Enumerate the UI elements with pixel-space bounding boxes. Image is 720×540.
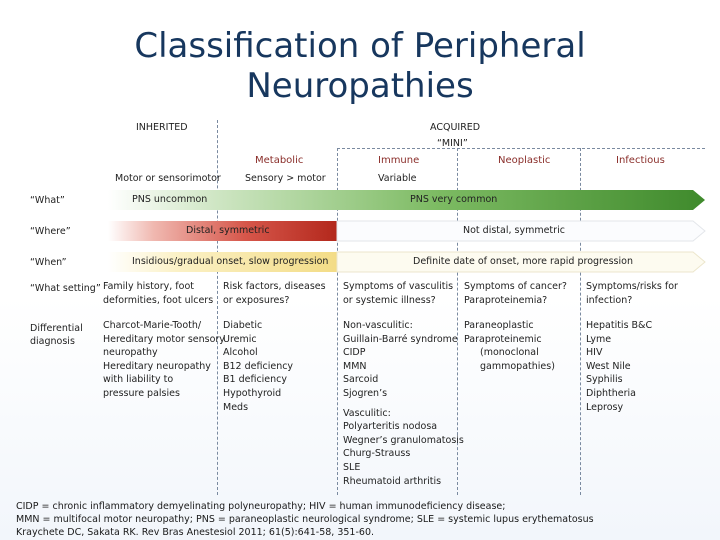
footnote-citation: Kraychete DC, Sakata RK. Rev Bras Anestesiol 2011; 61(5):641-58, 351-60. bbox=[16, 527, 375, 538]
setting-immune: Symptoms of vasculitis or systemic illness? bbox=[343, 281, 454, 306]
list-item: Hepatitis B&C bbox=[586, 320, 653, 331]
list-item: Sarcoid bbox=[343, 374, 379, 386]
diff-neoplastic-list bbox=[464, 319, 555, 373]
diff-infectious-list bbox=[586, 319, 652, 414]
list-item: Non-vasculitic: bbox=[343, 320, 413, 331]
page-title bbox=[0, 26, 720, 106]
list-item: Syphilis bbox=[586, 374, 623, 386]
row-label-when: “When” bbox=[30, 257, 67, 268]
header-inherited: INHERITED bbox=[136, 122, 188, 133]
what-arrow-row bbox=[108, 190, 705, 210]
what-uncommon-label: PNS uncommon bbox=[132, 194, 208, 205]
list-item: Vasculitic: bbox=[343, 407, 391, 419]
label-motor-sensory: Motor or sensorimotor bbox=[115, 173, 221, 184]
when-definite-label: Definite date of onset, more rapid progression bbox=[413, 256, 633, 267]
header-metabolic: Metabolic bbox=[255, 155, 304, 166]
list-item: (monoclonal bbox=[480, 347, 539, 359]
where-not-distal-label: Not distal, symmetric bbox=[463, 225, 565, 236]
list-item: Guillain-Barré syndrome bbox=[343, 333, 458, 345]
setting-infectious: Symptoms/risks for infection? bbox=[586, 281, 678, 306]
list-item: Hereditary neuropathy bbox=[103, 360, 211, 372]
what-very-common-label: PNS very common bbox=[410, 194, 498, 205]
setting-inherited: Family history, foot deformities, foot ulcers bbox=[103, 281, 214, 306]
list-item: Hereditary motor sensory bbox=[103, 333, 225, 345]
setting-neoplastic: Symptoms of cancer? Paraproteinemia? bbox=[464, 281, 567, 306]
list-item: MMN bbox=[343, 360, 367, 372]
list-item: West Nile bbox=[586, 360, 631, 372]
when-arrow-row bbox=[108, 252, 705, 272]
list-item: HIV bbox=[586, 347, 603, 359]
list-item: Paraneoplastic bbox=[464, 320, 534, 331]
list-item: Hypothyroid bbox=[223, 387, 282, 399]
list-item: Paraproteinemic bbox=[464, 333, 542, 345]
list-item: Polyarteritis nodosa bbox=[343, 421, 438, 433]
list-item: CIDP bbox=[343, 347, 366, 359]
divider-mini bbox=[337, 148, 705, 149]
where-distal-label: Distal, symmetric bbox=[186, 225, 270, 236]
list-item: pressure palsies bbox=[103, 387, 180, 399]
title-text bbox=[0, 26, 720, 106]
label-sensory-motor: Sensory > motor bbox=[245, 173, 326, 184]
list-item: with liability to bbox=[103, 374, 174, 386]
row-label-differential: Differential diagnosis bbox=[30, 323, 83, 347]
list-item: SLE bbox=[343, 461, 361, 473]
footnote-line-1: CIDP = chronic inflammatory demyelinating polyneuropathy; HIV = human immunodeficiency disease; bbox=[16, 501, 506, 512]
header-mini: “MINI” bbox=[437, 138, 468, 149]
list-item: Alcohol bbox=[223, 347, 258, 359]
row-label-what-setting: “What setting” bbox=[30, 283, 101, 294]
title-line-2: Neuropathies bbox=[246, 66, 474, 106]
list-item: gammopathies) bbox=[480, 360, 555, 372]
header-immune: Immune bbox=[378, 155, 420, 166]
row-label-what: “What” bbox=[30, 195, 65, 206]
list-item: Wegner’s granulomatosis bbox=[343, 434, 464, 446]
setting-metabolic: Risk factors, diseases or exposures? bbox=[223, 281, 326, 306]
header-infectious: Infectious bbox=[616, 155, 665, 166]
list-item: Rheumatoid arthritis bbox=[343, 475, 442, 487]
list-item: Charcot-Marie-Tooth/ bbox=[103, 320, 202, 331]
list-item: neuropathy bbox=[103, 347, 158, 359]
header-acquired: ACQUIRED bbox=[430, 122, 481, 133]
diff-inherited-list bbox=[103, 319, 225, 401]
list-item: Diabetic bbox=[223, 320, 263, 331]
list-item: Uremic bbox=[223, 333, 257, 345]
list-item: Meds bbox=[223, 401, 249, 413]
header-neoplastic: Neoplastic bbox=[498, 155, 551, 166]
footnote-line-2: MMN = multifocal motor neuropathy; PNS = paraneoplastic neurological syndrome; SLE = systemic lupus erythematosus bbox=[16, 514, 594, 525]
diff-immune-list bbox=[343, 319, 464, 488]
diff-metabolic-list bbox=[223, 319, 293, 414]
label-variable: Variable bbox=[378, 173, 417, 184]
list-item: Lyme bbox=[586, 333, 612, 345]
row-label-where: “Where” bbox=[30, 226, 71, 237]
list-item: B12 deficiency bbox=[223, 360, 294, 372]
title-line-1: Classification of Peripheral bbox=[134, 26, 586, 66]
list-item: Sjogren’s bbox=[343, 387, 388, 399]
when-insidious-label: Insidious/gradual onset, slow progression bbox=[132, 256, 329, 267]
list-item: B1 deficiency bbox=[223, 374, 288, 386]
list-item: Leprosy bbox=[586, 401, 624, 413]
where-arrow-row bbox=[108, 221, 705, 241]
list-item: Diphtheria bbox=[586, 387, 636, 399]
list-item: Churg-Strauss bbox=[343, 448, 411, 460]
